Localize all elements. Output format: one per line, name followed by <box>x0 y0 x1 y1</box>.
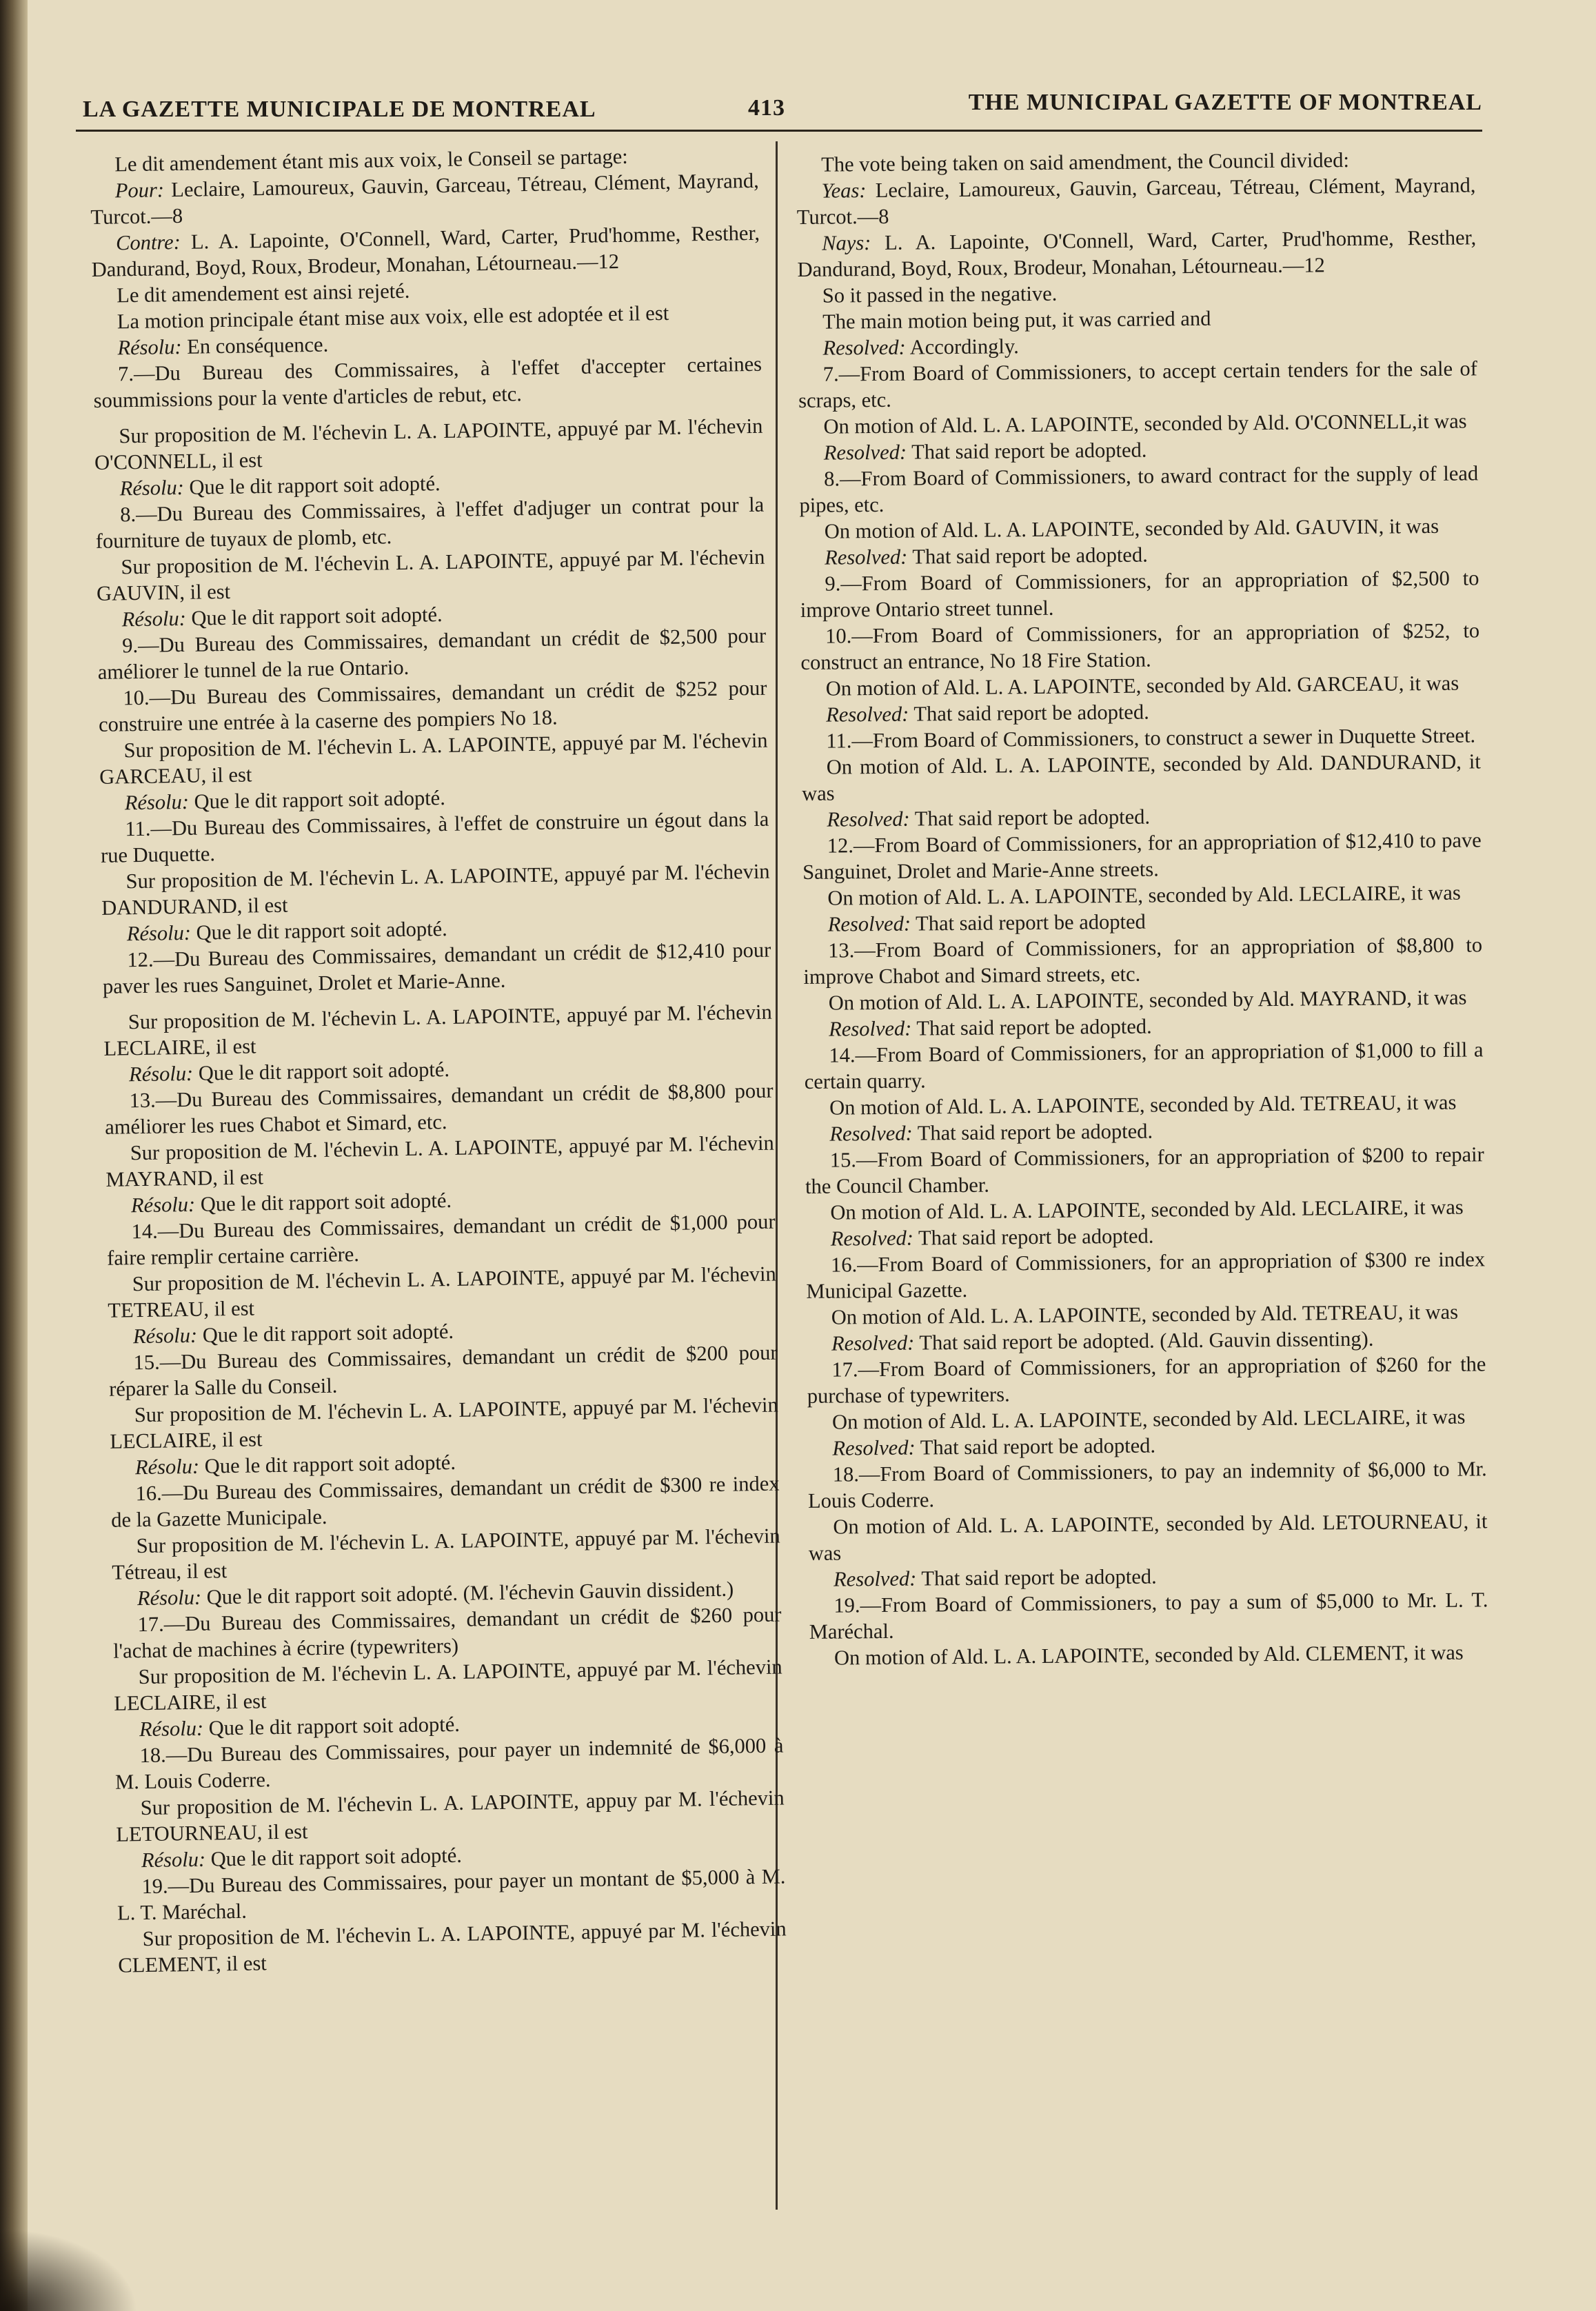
english-paragraph <box>800 617 1480 676</box>
paragraph-text: On motion of Ald. L. A. LAPOINTE, seconded by Ald. CLEMENT, it was <box>834 1640 1464 1670</box>
header-rule <box>76 130 1482 132</box>
english-paragraph <box>805 1141 1485 1200</box>
paragraph-text: 15.—From Board of Commissioners, for an appropriation of $200 to repair the Council Chamber. <box>805 1142 1484 1198</box>
paragraph-text: Sur proposition de M. l'échevin L. A. LAPOINTE, appuyé par M. l'échevin LECLAIRE, il est <box>114 1655 782 1715</box>
paragraph-text: 14.—Du Bureau des Commissaires, demandant un crédit de $1,000 pour faire remplir certaine carrière. <box>106 1209 776 1270</box>
english-paragraph <box>796 172 1476 230</box>
paragraph-text: 13.—Du Bureau des Commissaires, demandant un crédit de $8,800 pour améliorer les rues Chabot et Simard, etc. <box>104 1078 774 1139</box>
french-paragraph <box>102 937 771 1000</box>
paragraph-text: The vote being taken on said amendment, the Council divided: <box>821 148 1349 176</box>
paragraph-text: En conséquence. <box>181 332 329 359</box>
paragraph-label: Résolu: <box>141 1847 206 1873</box>
paragraph-text: La motion principale étant mise aux voix, elle est adoptée et il est <box>117 301 669 334</box>
paragraph-text: Sur proposition de M. l'échevin L. A. LAPOINTE, appuyé par M. l'échevin GARCEAU, il est <box>99 728 768 789</box>
paragraph-text: L. A. Lapointe, O'Connell, Ward, Carter, Prud'homme, Resther, Dandurand, Boyd, Roux, Brodeur, Monahan, Létourneau.—12 <box>797 225 1477 281</box>
paragraph-text: On motion of Ald. L. A. LAPOINTE, seconded by Ald. TETREAU, it was <box>829 1090 1457 1120</box>
paragraph-label: Résolu: <box>130 1192 196 1218</box>
paragraph-text: 12.—Du Bureau des Commissaires, demandant un crédit de $12,410 pour paver les rues Sanguinet, Drolet et Marie-Anne. <box>102 938 771 998</box>
french-paragraph <box>117 1915 787 1978</box>
paragraph-text: Sur proposition de M. l'échevin L. A. LAPOINTE, appuyé par M. l'échevin GAUVIN, il est <box>96 545 765 605</box>
paragraph-text: Sur proposition de M. l'échevin L. A. LAPOINTE, appuyé par M. l'échevin LECLAIRE, il est <box>103 1000 772 1060</box>
paragraph-text: On motion of Ald. L. A. LAPOINTE, seconded by Ald. O'CONNELL,it was <box>823 409 1467 438</box>
paragraph-label: Yeas: <box>821 179 867 203</box>
paragraph-text: 17.—Du Bureau des Commissaires, demandant un crédit de $260 pour l'achat de machines à écrire (typewriters) <box>112 1602 782 1663</box>
paragraph-text: 7.—Du Bureau des Commissaires, à l'effet d'accepter certaines soummissions pour la vente d'articles de rebut, etc. <box>93 352 762 412</box>
paragraph-text: L. A. Lapointe, O'Connell, Ward, Carter, Prud'homme, Resther, Dandurand, Boyd, Roux, Brodeur, Monahan, Létourneau.—12 <box>91 221 760 281</box>
english-column <box>796 145 1488 1671</box>
paragraph-text: 10.—From Board of Commissioners, for an appropriation of $252, to construct an entrance, No 18 Fire Station. <box>800 618 1480 674</box>
paragraph-label: Nays: <box>822 231 871 255</box>
paragraph-text: So it passed in the negative. <box>822 281 1058 307</box>
paragraph-text: That said report be adopted. <box>912 1119 1153 1145</box>
paragraph-text: Que le dit rapport soit adopté. <box>183 472 441 499</box>
paragraph-label: Contre: <box>115 230 181 255</box>
paragraph-label: Resolved: <box>824 545 908 569</box>
english-paragraph <box>799 460 1479 518</box>
paragraph-text: Que le dit rapport soit adopté. <box>188 786 446 814</box>
paragraph-label: Resolved: <box>827 911 911 936</box>
paragraph-text: 17.—From Board of Commissioners, for an appropriation of $260 for the purchase of typewriters. <box>807 1352 1486 1408</box>
header-french-title: LA GAZETTE MUNICIPALE DE MONTREAL <box>83 97 596 122</box>
paragraph-text: Que le dit rapport soit adopté. <box>194 1188 452 1216</box>
paragraph-text: Le dit amendement est ainsi rejeté. <box>117 279 410 307</box>
paragraph-text: 19.—From Board of Commissioners, to pay a sum of $5,000 to Mr. L. T. Maréchal. <box>809 1588 1488 1644</box>
paragraph-text: 13.—From Board of Commissioners, for an appropriation of $8,800 to improve Chabot and Simard streets, etc. <box>803 933 1483 989</box>
corner-shadow <box>0 2228 138 2311</box>
paragraph-text: On motion of Ald. L. A. LAPOINTE, seconded by Ald. LECLAIRE, it was <box>827 880 1461 910</box>
paragraph-text: Que le dit rapport soit adopté. <box>203 1712 461 1740</box>
paragraph-text: On motion of Ald. L. A. LAPOINTE, seconded by Ald. LECLAIRE, it was <box>831 1404 1466 1434</box>
paragraph-label: Résolu: <box>117 334 182 360</box>
french-column <box>90 141 787 1979</box>
paragraph-text: 9.—Du Bureau des Commissaires, demandant un crédit de $2,500 pour améliorer le tunnel de la rue Ontario. <box>97 623 767 684</box>
paragraph-label: Resolved: <box>825 702 909 727</box>
english-paragraph <box>802 748 1482 807</box>
paragraph-text: Sur proposition de M. l'échevin L. A. LAPOINTE, appuyé par M. l'échevin DANDURAND, il est <box>101 859 770 920</box>
paragraph-text: 18.—Du Bureau des Commissaires, pour payer un indemnité de $6,000 à M. Louis Coderre. <box>114 1733 784 1794</box>
paragraph-label: Resolved: <box>822 335 906 360</box>
english-paragraph <box>800 565 1479 623</box>
paragraph-text: Leclaire, Lamoureux, Gauvin, Garceau, Tétreau, Clément, Mayrand, Turcot.—8 <box>90 168 760 229</box>
paragraph-label: Résolu: <box>132 1323 198 1349</box>
paragraph-text: Le dit amendement étant mis aux voix, le Conseil se partage: <box>114 144 628 176</box>
paragraph-text: That said report be adopted. <box>913 1224 1154 1250</box>
english-paragraph <box>808 1508 1488 1566</box>
paragraph-text: That said report be adopted. <box>915 1433 1156 1460</box>
paragraph-text: 16.—Du Bureau des Commissaires, demandant un crédit de $300 re index de la Gazette Municipale. <box>110 1471 780 1532</box>
english-paragraph <box>802 827 1482 885</box>
paragraph-label: Resolved: <box>832 1435 916 1460</box>
english-paragraph <box>807 1351 1486 1409</box>
paragraph-text: That said report be adopted. <box>916 1564 1157 1591</box>
running-head <box>76 83 1482 124</box>
paragraph-text: 7.—From Board of Commissioners, to accept certain tenders for the sale of scraps, etc. <box>798 356 1477 412</box>
paragraph-text: On motion of Ald. L. A. LAPOINTE, seconded by Ald. LETOURNEAU, it was <box>808 1509 1488 1565</box>
paragraph-text: On motion of Ald. L. A. LAPOINTE, seconded by Ald. TETREAU, it was <box>831 1300 1459 1329</box>
paragraph-label: Résolu: <box>128 1061 194 1087</box>
paragraph-text: 10.—Du Bureau des Commissaires, demandant un crédit de $252 pour construire une entrée à la caserne des pompiers No 18. <box>98 676 767 736</box>
english-paragraph <box>809 1586 1488 1645</box>
paragraph-label: Résolu: <box>121 606 187 632</box>
paragraph-text: 16.—From Board of Commissioners, for an appropriation of $300 re index Municipal Gazette. <box>806 1247 1486 1303</box>
paragraph-text: Que le dit rapport soit adopté. <box>199 1450 456 1478</box>
paragraph-label: Pour: <box>114 178 165 203</box>
paragraph-text: 12.—From Board of Commissioners, for an appropriation of $12,410 to pave Sanguinet, Drolet and Marie-Anne streets. <box>802 828 1482 884</box>
paragraph-text: On motion of Ald. L. A. LAPOINTE, seconded by Ald. GARCEAU, it was <box>825 671 1459 700</box>
paragraph-label: Résolu: <box>119 475 185 501</box>
paragraph-label: Resolved: <box>830 1226 914 1251</box>
paragraph-label: Resolved: <box>833 1566 917 1591</box>
paragraph-text: Sur proposition de M. l'échevin L. A. LAPOINTE, appuyé par M. l'échevin O'CONNELL, il est <box>94 414 763 474</box>
english-paragraph <box>798 355 1478 414</box>
paragraph-text: On motion of Ald. L. A. LAPOINTE, seconded by Ald. GAUVIN, it was <box>824 514 1440 543</box>
paragraph-label: Resolved: <box>828 1016 912 1041</box>
paragraph-text: 14.—From Board of Commissioners, for an appropriation of $1,000 to fill a certain quarry. <box>804 1038 1484 1093</box>
paragraph-label: Resolved: <box>823 440 907 465</box>
paragraph-text: 9.—From Board of Commissioners, for an appropriation of $2,500 to improve Ontario street tunnel. <box>800 566 1479 622</box>
paragraph-text: That said report be adopted. <box>907 543 1148 569</box>
header-english-title: THE MUNICIPAL GAZETTE OF MONTREAL <box>968 90 1482 115</box>
paragraph-label: Résolu: <box>139 1716 204 1742</box>
paragraph-text: Leclaire, Lamoureux, Gauvin, Garceau, Tétreau, Clément, Mayrand, Turcot.—8 <box>796 173 1476 229</box>
english-paragraph <box>809 1639 1488 1671</box>
paragraph-text: That said report be adopted <box>910 909 1146 936</box>
paragraph-text: 8.—From Board of Commissioners, to award contract for the supply of lead pipes, etc. <box>799 461 1479 517</box>
paragraph-label: Résolu: <box>124 789 190 815</box>
paragraph-text: On motion of Ald. L. A. LAPOINTE, seconded by Ald. MAYRAND, it was <box>828 985 1467 1015</box>
paragraph-label: Resolved: <box>829 1121 913 1146</box>
paragraph-text: Que le dit rapport soit adopté. <box>190 916 448 945</box>
paragraph-text: 11.—Du Bureau des Commissaires, à l'effet de construire un égout dans la rue Duquette. <box>100 807 769 867</box>
paragraph-text: Sur proposition de M. l'échevin L. A. LAPOINTE, appuyé par M. l'échevin CLEMENT, il est <box>118 1917 787 1977</box>
english-paragraph <box>806 1246 1486 1304</box>
paragraph-text: 19.—Du Bureau des Commissaires, pour payer un montant de $5,000 à M. L. T. Maréchal. <box>117 1864 786 1925</box>
english-paragraph <box>797 224 1477 283</box>
paragraph-text: Que le dit rapport soit adopté. <box>196 1319 454 1347</box>
paragraph-text: The main motion being put, it was carried and <box>822 306 1211 334</box>
paragraph-text: That said report be adopted. <box>909 700 1149 726</box>
gazette-page <box>76 76 1488 2227</box>
english-paragraph <box>803 931 1483 990</box>
paragraph-label: Résolu: <box>134 1454 200 1480</box>
paragraph-text: Sur proposition de M. l'échevin L. A. LAPOINTE, appuy par M. l'échevin LETOURNEAU, il est <box>116 1786 785 1846</box>
paragraph-text: Sur proposition de M. l'échevin L. A. LAPOINTE, appuyé par M. l'échevin LECLAIRE, il est <box>110 1393 778 1453</box>
paragraph-text: That said report be adopted. <box>906 438 1147 464</box>
binding-shadow <box>0 0 28 2311</box>
paragraph-label: Résolu: <box>137 1585 202 1611</box>
page-number: 413 <box>748 95 785 121</box>
paragraph-text: 15.—Du Bureau des Commissaires, demandant un crédit de $200 pour réparer la Salle du Conseil. <box>108 1340 778 1401</box>
paragraph-label: Résolu: <box>126 920 192 946</box>
paragraph-text: 11.—From Board of Commissioners, to construct a sewer in Duquette Street. <box>826 723 1476 753</box>
paragraph-text: Que le dit rapport soit adopté. (M. l'échevin Gauvin dissident.) <box>201 1577 734 1609</box>
paragraph-text: Accordingly. <box>905 334 1019 359</box>
paragraph-text: On motion of Ald. L. A. LAPOINTE, seconded by Ald. DANDURAND, it was <box>801 749 1481 805</box>
paragraph-label: Resolved: <box>831 1331 915 1355</box>
paragraph-text: Sur proposition de M. l'échevin L. A. LAPOINTE, appuyé par M. l'échevin TETREAU, il est <box>108 1262 776 1322</box>
paragraph-text: On motion of Ald. L. A. LAPOINTE, seconded by Ald. LECLAIRE, it was <box>830 1195 1464 1224</box>
french-paragraph <box>93 351 762 414</box>
paragraph-text: Que le dit rapport soit adopté. <box>205 1843 463 1871</box>
paragraph-text: Que le dit rapport soit adopté. <box>185 603 443 630</box>
paragraph-text: Que le dit rapport soit adopté. <box>192 1057 450 1085</box>
paragraph-text: Sur proposition de M. l'échevin L. A. LAPOINTE, appuyé par M. l'échevin MAYRAND, il est <box>105 1131 774 1191</box>
paragraph-text: That said report be adopted. <box>909 805 1151 831</box>
english-paragraph <box>804 1036 1484 1095</box>
paragraph-text: 18.—From Board of Commissioners, to pay an indemnity of $6,000 to Mr. Louis Coderre. <box>807 1457 1487 1513</box>
paragraph-text: 8.—Du Bureau des Commissaires, à l'effet d'adjuger un contrat pour la fourniture de tuyaux de plomb, etc. <box>95 492 765 553</box>
paragraph-text: That said report be adopted. <box>911 1014 1152 1040</box>
english-paragraph <box>808 1455 1488 1514</box>
paragraph-label: Resolved: <box>827 807 910 831</box>
paragraph-text: That said report be adopted. (Ald. Gauvin dissenting). <box>914 1326 1374 1355</box>
paragraph-text: Sur proposition de M. l'échevin L. A. LAPOINTE, appuyé par M. l'échevin Tétreau, il est <box>112 1524 780 1584</box>
